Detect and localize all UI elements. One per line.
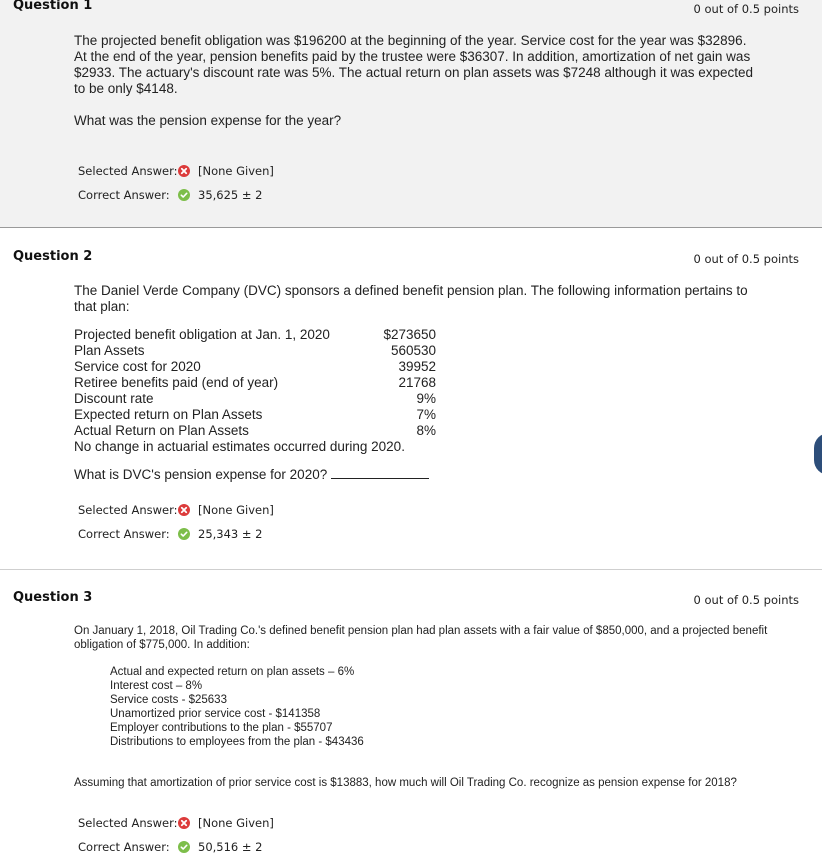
- correct-answer-row: [78, 839, 263, 855]
- answer-blank: [331, 468, 429, 479]
- selected-answer-label: Selected Answer:: [78, 164, 178, 178]
- question-text-line: $2933. The actuary's discount rate was 5%. The actual return on plan assets was $7248 although it was expected: [74, 65, 753, 80]
- row-label: Projected benefit obligation at Jan. 1, 2020: [74, 327, 330, 342]
- selected-answer-row: [78, 163, 274, 179]
- question-prompt: What was the pension expense for the year?: [74, 113, 342, 128]
- correct-answer-row: [78, 187, 263, 203]
- row-label: Actual Return on Plan Assets: [74, 423, 249, 438]
- row-value: 39952: [398, 359, 436, 374]
- table-row: [74, 391, 436, 407]
- question-note: No change in actuarial estimates occurred during 2020.: [74, 439, 405, 454]
- selected-answer-value: [None Given]: [198, 164, 274, 178]
- incorrect-icon: [178, 165, 190, 177]
- list-item: Service costs - $25633: [110, 694, 227, 706]
- table-row: [74, 327, 436, 343]
- question-title: Question 3: [13, 590, 93, 605]
- list-item: Unamortized prior service cost - $141358: [110, 708, 321, 720]
- list-item: Distributions to employees from the plan - $43436: [110, 736, 364, 748]
- incorrect-icon: [178, 817, 190, 829]
- question-text: [74, 624, 767, 652]
- table-row: [74, 407, 436, 423]
- points-label: 0 out of 0.5 points: [693, 593, 799, 607]
- question-title: Question 2: [13, 249, 93, 264]
- cost-details-list: [110, 665, 364, 749]
- correct-answer-label: Correct Answer:: [78, 527, 170, 541]
- points-label: 0 out of 0.5 points: [693, 252, 799, 266]
- row-value: 560530: [390, 343, 436, 358]
- correct-check-icon: [178, 841, 190, 853]
- list-item: Actual and expected return on plan assets – 6%: [110, 666, 355, 678]
- points-label: 0 out of 0.5 points: [693, 2, 799, 16]
- correct-check-icon: [178, 528, 190, 540]
- selected-answer-label: Selected Answer:: [78, 503, 178, 517]
- list-item: Employer contributions to the plan - $55707: [110, 722, 333, 734]
- question-text-line: The Daniel Verde Company (DVC) sponsors a defined benefit pension plan. The following information pertains to: [74, 283, 748, 298]
- correct-answer-value: 25,343 ± 2: [198, 527, 263, 541]
- question-3-panel: [0, 570, 822, 868]
- list-item: Interest cost – 8%: [110, 680, 203, 692]
- plan-data-table: [74, 327, 436, 439]
- question-text-line: obligation of $775,000. In addition:: [74, 639, 250, 651]
- question-title: Question 1: [13, 0, 93, 13]
- row-label: Retiree benefits paid (end of year): [74, 375, 279, 390]
- question-text: [74, 33, 753, 97]
- selected-answer-value: [None Given]: [198, 816, 274, 830]
- correct-answer-label: Correct Answer:: [78, 188, 170, 202]
- question-text: [74, 283, 748, 315]
- row-value: $273650: [383, 327, 436, 342]
- table-row: [74, 375, 436, 391]
- row-label: Expected return on Plan Assets: [74, 407, 263, 422]
- correct-answer-row: [78, 526, 263, 542]
- row-label: Plan Assets: [74, 343, 145, 358]
- correct-check-icon: [178, 189, 190, 201]
- selected-answer-row: [78, 502, 274, 518]
- selected-answer-label: Selected Answer:: [78, 816, 178, 830]
- row-value: 21768: [398, 375, 436, 390]
- question-prompt: Assuming that amortization of prior service cost is $13883, how much will Oil Trading Co. recognize as pension expense for 2018?: [74, 777, 737, 789]
- incorrect-icon: [178, 504, 190, 516]
- row-value: 9%: [416, 391, 436, 406]
- selected-answer-row: [78, 815, 274, 831]
- correct-answer-value: 50,516 ± 2: [198, 840, 263, 854]
- correct-answer-value: 35,625 ± 2: [198, 188, 263, 202]
- question-text-line: At the end of the year, pension benefits paid by the trustee were $36307. In addition, amortization of net gain was: [74, 49, 751, 64]
- question-prompt: [74, 467, 429, 483]
- question-text-line: to be only $4148.: [74, 81, 178, 96]
- question-2-panel: [0, 228, 822, 570]
- question-text-line: On January 1, 2018, Oil Trading Co.'s defined benefit pension plan had plan assets with a fair value of $850,000, and a projected benefit: [74, 625, 768, 637]
- question-text-line: that plan:: [74, 299, 130, 314]
- row-label: Discount rate: [74, 391, 154, 406]
- table-row: [74, 359, 436, 375]
- row-value: 7%: [416, 407, 436, 422]
- selected-answer-value: [None Given]: [198, 503, 274, 517]
- correct-answer-label: Correct Answer:: [78, 840, 170, 854]
- row-value: 8%: [416, 423, 436, 438]
- question-1-panel: [0, 0, 822, 228]
- question-prompt-text: What is DVC's pension expense for 2020?: [74, 467, 328, 482]
- row-label: Service cost for 2020: [74, 359, 201, 374]
- table-row: [74, 423, 436, 439]
- table-row: [74, 343, 436, 359]
- question-text-line: The projected benefit obligation was $196200 at the beginning of the year. Service cost for the year was $32896.: [74, 33, 747, 48]
